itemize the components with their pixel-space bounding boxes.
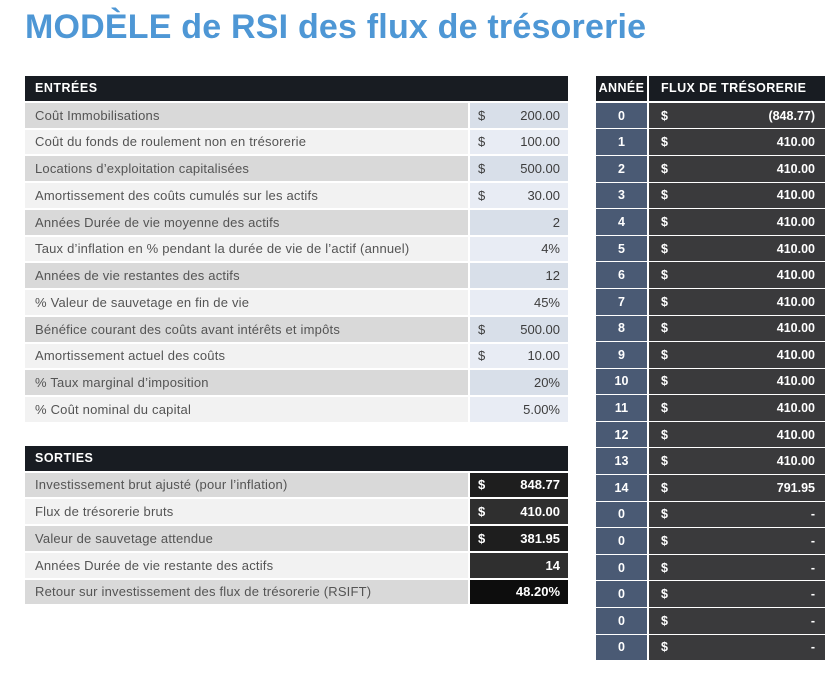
currency-symbol: $ <box>661 507 668 522</box>
flow-value: - <box>810 640 815 655</box>
flow-value: 410.00 <box>776 347 815 362</box>
output-row <box>25 526 568 551</box>
cashflow-row <box>596 502 825 528</box>
flow-value-cell <box>649 369 825 395</box>
input-value-cell[interactable] <box>470 290 568 315</box>
output-row <box>25 553 568 578</box>
flow-value: - <box>810 587 815 602</box>
inputs-table <box>25 76 568 422</box>
currency-symbol: $ <box>661 587 668 602</box>
cashflow-row <box>596 528 825 554</box>
cashflow-row <box>596 103 825 129</box>
input-row <box>25 103 568 128</box>
input-value: 200.00 <box>520 107 560 123</box>
cashflow-row <box>596 448 825 474</box>
flow-value-cell <box>649 183 825 209</box>
output-value: 410.00 <box>520 504 560 520</box>
cashflow-row <box>596 475 825 501</box>
year-cell: 6 <box>596 262 647 288</box>
output-value-cell <box>470 473 568 498</box>
input-value: 10.00 <box>527 348 560 364</box>
output-label: Valeur de sauvetage attendue <box>25 526 468 551</box>
outputs-header: SORTIES <box>25 446 568 471</box>
cashflow-row <box>596 316 825 342</box>
currency-symbol: $ <box>478 187 486 203</box>
currency-symbol: $ <box>478 321 486 337</box>
currency-symbol: $ <box>661 480 668 495</box>
flow-value-cell <box>649 316 825 342</box>
flow-value-cell <box>649 502 825 528</box>
currency-symbol: $ <box>478 477 486 493</box>
input-row <box>25 237 568 262</box>
flow-value: 410.00 <box>776 454 815 469</box>
input-value-cell[interactable] <box>470 237 568 262</box>
input-label: Bénéfice courant des coûts avant intérêts et impôts <box>25 317 468 342</box>
currency-symbol: $ <box>478 107 486 123</box>
input-row <box>25 344 568 369</box>
year-column-header: ANNÉE <box>596 76 647 101</box>
flow-value: 410.00 <box>776 374 815 389</box>
input-value: 500.00 <box>520 321 560 337</box>
cashflow-row <box>596 608 825 634</box>
input-row <box>25 130 568 155</box>
year-cell: 0 <box>596 555 647 581</box>
cashflow-row <box>596 422 825 448</box>
flow-value: 791.95 <box>776 480 815 495</box>
currency-symbol: $ <box>661 108 668 123</box>
cashflow-row <box>596 555 825 581</box>
cashflow-header-row <box>596 76 825 101</box>
flow-value: (848.77) <box>768 108 815 123</box>
year-cell: 2 <box>596 156 647 182</box>
year-cell: 3 <box>596 183 647 209</box>
currency-symbol: $ <box>661 268 668 283</box>
cashflow-row <box>596 129 825 155</box>
output-label: Flux de trésorerie bruts <box>25 499 468 524</box>
input-value-cell[interactable] <box>470 344 568 369</box>
year-cell: 5 <box>596 236 647 262</box>
flow-value-cell <box>649 581 825 607</box>
inputs-header: ENTRÉES <box>25 76 568 101</box>
input-row <box>25 210 568 235</box>
cashflow-row <box>596 395 825 421</box>
cashflow-row <box>596 369 825 395</box>
input-value-cell[interactable] <box>470 156 568 181</box>
cashflow-row <box>596 236 825 262</box>
year-cell: 0 <box>596 635 647 661</box>
output-value-cell <box>470 580 568 605</box>
currency-symbol: $ <box>478 161 486 177</box>
flow-value: - <box>810 507 815 522</box>
output-label: Années Durée de vie restante des actifs <box>25 553 468 578</box>
outputs-table <box>25 446 568 605</box>
currency-symbol: $ <box>661 161 668 176</box>
input-label: Amortissement des coûts cumulés sur les actifs <box>25 183 468 208</box>
currency-symbol: $ <box>661 188 668 203</box>
input-value: 45% <box>533 294 560 310</box>
input-label: Coût Immobilisations <box>25 103 468 128</box>
output-value-cell <box>470 499 568 524</box>
output-value-cell <box>470 553 568 578</box>
input-value: 20% <box>533 375 560 391</box>
input-value-cell[interactable] <box>470 103 568 128</box>
currency-symbol: $ <box>661 454 668 469</box>
flow-value: 410.00 <box>776 294 815 309</box>
outputs-table-body <box>25 473 568 605</box>
input-row <box>25 183 568 208</box>
flow-value: 410.00 <box>776 161 815 176</box>
year-cell: 14 <box>596 475 647 501</box>
input-value: 2 <box>552 214 560 230</box>
input-label: % Coût nominal du capital <box>25 397 468 422</box>
cashflow-row <box>596 209 825 235</box>
input-row <box>25 156 568 181</box>
input-row <box>25 397 568 422</box>
year-cell: 7 <box>596 289 647 315</box>
input-value: 12 <box>545 268 560 284</box>
input-value: 500.00 <box>520 161 560 177</box>
input-row <box>25 290 568 315</box>
currency-symbol: $ <box>661 640 668 655</box>
currency-symbol: $ <box>478 504 486 520</box>
year-cell: 9 <box>596 342 647 368</box>
year-cell: 11 <box>596 395 647 421</box>
currency-symbol: $ <box>661 241 668 256</box>
currency-symbol: $ <box>478 134 486 150</box>
flow-value-cell <box>649 475 825 501</box>
input-value-cell[interactable] <box>470 370 568 395</box>
flow-value: 410.00 <box>776 214 815 229</box>
input-value-cell[interactable] <box>470 183 568 208</box>
cashflow-row <box>596 156 825 182</box>
flow-value-cell <box>649 103 825 129</box>
input-row <box>25 263 568 288</box>
output-value: 14 <box>545 557 560 573</box>
flow-value-cell <box>649 422 825 448</box>
output-label: Investissement brut ajusté (pour l’inflation) <box>25 473 468 498</box>
input-value-cell[interactable] <box>470 397 568 422</box>
input-value-cell[interactable] <box>470 263 568 288</box>
input-label: % Taux marginal d’imposition <box>25 370 468 395</box>
input-value-cell[interactable] <box>470 317 568 342</box>
input-value-cell[interactable] <box>470 130 568 155</box>
currency-symbol: $ <box>478 530 486 546</box>
flow-value: 410.00 <box>776 188 815 203</box>
flow-column-header: FLUX DE TRÉSORERIE <box>649 76 825 101</box>
flow-value: 410.00 <box>776 268 815 283</box>
input-label: % Valeur de sauvetage en fin de vie <box>25 290 468 315</box>
flow-value: - <box>810 534 815 549</box>
year-cell: 0 <box>596 502 647 528</box>
input-value: 4% <box>541 241 560 257</box>
cashflow-row <box>596 342 825 368</box>
flow-value-cell <box>649 528 825 554</box>
output-value-cell <box>470 526 568 551</box>
flow-value-cell <box>649 209 825 235</box>
input-value-cell[interactable] <box>470 210 568 235</box>
input-row <box>25 370 568 395</box>
input-label: Années de vie restantes des actifs <box>25 263 468 288</box>
currency-symbol: $ <box>661 321 668 336</box>
flow-value-cell <box>649 156 825 182</box>
page-title: MODÈLE de RSI des flux de trésorerie <box>25 8 647 46</box>
flow-value-cell <box>649 448 825 474</box>
inputs-table-body <box>25 103 568 422</box>
left-column <box>25 76 568 606</box>
flow-value-cell <box>649 395 825 421</box>
year-cell: 0 <box>596 528 647 554</box>
currency-symbol: $ <box>661 427 668 442</box>
currency-symbol: $ <box>661 613 668 628</box>
flow-value-cell <box>649 236 825 262</box>
cashflow-table <box>596 76 825 661</box>
currency-symbol: $ <box>661 560 668 575</box>
year-cell: 10 <box>596 369 647 395</box>
cashflow-row <box>596 289 825 315</box>
flow-value-cell <box>649 555 825 581</box>
year-cell: 13 <box>596 448 647 474</box>
year-cell: 12 <box>596 422 647 448</box>
flow-value-cell <box>649 289 825 315</box>
cashflow-row <box>596 262 825 288</box>
input-label: Coût du fonds de roulement non en trésorerie <box>25 130 468 155</box>
input-label: Locations d’exploitation capitalisées <box>25 156 468 181</box>
input-row <box>25 317 568 342</box>
flow-value: - <box>810 613 815 628</box>
input-value: 100.00 <box>520 134 560 150</box>
year-cell: 1 <box>596 129 647 155</box>
currency-symbol: $ <box>661 401 668 416</box>
output-value: 381.95 <box>520 530 560 546</box>
output-value: 48.20% <box>515 584 560 600</box>
cashflow-table-body <box>596 103 825 660</box>
input-label: Taux d’inflation en % pendant la durée de vie de l’actif (annuel) <box>25 237 468 262</box>
input-value: 5.00% <box>523 401 560 417</box>
currency-symbol: $ <box>661 347 668 362</box>
cashflow-row <box>596 635 825 661</box>
input-label: Amortissement actuel des coûts <box>25 344 468 369</box>
flow-value: 410.00 <box>776 427 815 442</box>
currency-symbol: $ <box>661 135 668 150</box>
input-value: 30.00 <box>527 187 560 203</box>
year-cell: 0 <box>596 608 647 634</box>
year-cell: 0 <box>596 103 647 129</box>
output-value: 848.77 <box>520 477 560 493</box>
flow-value-cell <box>649 342 825 368</box>
output-row <box>25 499 568 524</box>
currency-symbol: $ <box>661 374 668 389</box>
flow-value-cell <box>649 635 825 661</box>
flow-value: 410.00 <box>776 135 815 150</box>
flow-value: - <box>810 560 815 575</box>
output-row <box>25 580 568 605</box>
year-cell: 8 <box>596 316 647 342</box>
currency-symbol: $ <box>661 534 668 549</box>
flow-value-cell <box>649 608 825 634</box>
currency-symbol: $ <box>661 214 668 229</box>
year-cell: 0 <box>596 581 647 607</box>
cashflow-row <box>596 183 825 209</box>
year-cell: 4 <box>596 209 647 235</box>
output-row <box>25 473 568 498</box>
flow-value: 410.00 <box>776 241 815 256</box>
flow-value-cell <box>649 129 825 155</box>
flow-value-cell <box>649 262 825 288</box>
flow-value: 410.00 <box>776 321 815 336</box>
output-label: Retour sur investissement des flux de trésorerie (RSIFT) <box>25 580 468 605</box>
input-label: Années Durée de vie moyenne des actifs <box>25 210 468 235</box>
flow-value: 410.00 <box>776 401 815 416</box>
cashflow-row <box>596 581 825 607</box>
currency-symbol: $ <box>661 294 668 309</box>
currency-symbol: $ <box>478 348 486 364</box>
